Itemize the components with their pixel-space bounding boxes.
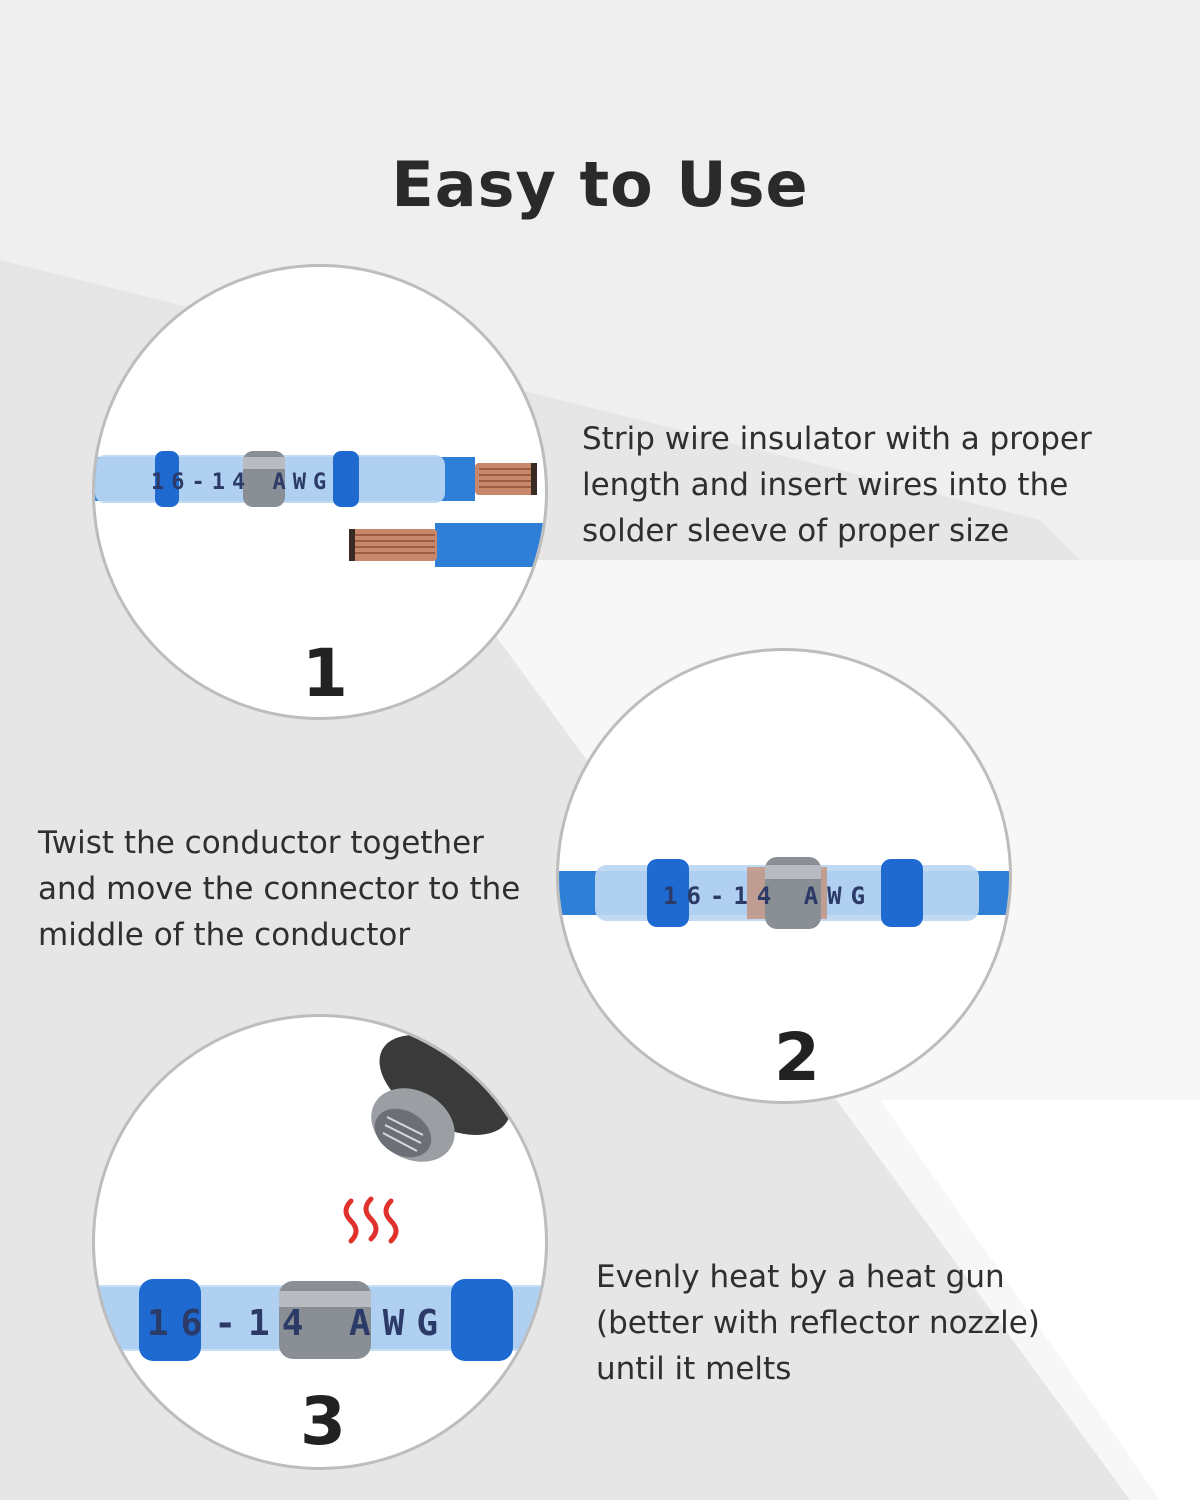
heat-gun-icon [358, 1017, 527, 1176]
step-1-number: 1 [302, 635, 348, 712]
step-2-sleeve-label: 16-14 AWG [663, 882, 875, 910]
step-3-description [596, 1254, 1040, 1392]
step-1-illustration [92, 264, 548, 720]
step-1-line-2: length and insert wires into the [582, 467, 1069, 503]
step-2-number: 2 [774, 1019, 820, 1096]
step-1-line-3: solder sleeve of proper size [582, 513, 1010, 549]
step-3-line-1: Evenly heat by a heat gun [596, 1259, 1005, 1295]
step-1-line-1: Strip wire insulator with a proper [582, 421, 1092, 457]
step-3-line-3: until it melts [596, 1351, 792, 1387]
step-2-description [38, 820, 520, 958]
step-3-illustration [92, 1014, 548, 1470]
step-2-illustration [556, 648, 1012, 1104]
step-2-line-1: Twist the conductor together [38, 825, 484, 861]
step-1-description [582, 416, 1092, 554]
step-2-line-2: and move the connector to the [38, 871, 521, 907]
step-3-number: 3 [300, 1383, 346, 1460]
step-3-sleeve-label: 16-14 AWG [147, 1303, 451, 1344]
heat-waves-icon [346, 1199, 396, 1241]
step-1-sleeve-label: 16-14 AWG [151, 470, 334, 495]
step-2-line-3: middle of the conductor [38, 917, 411, 953]
page-title: Easy to Use [391, 148, 809, 221]
step-3-line-2: (better with reflector nozzle) [596, 1305, 1040, 1341]
